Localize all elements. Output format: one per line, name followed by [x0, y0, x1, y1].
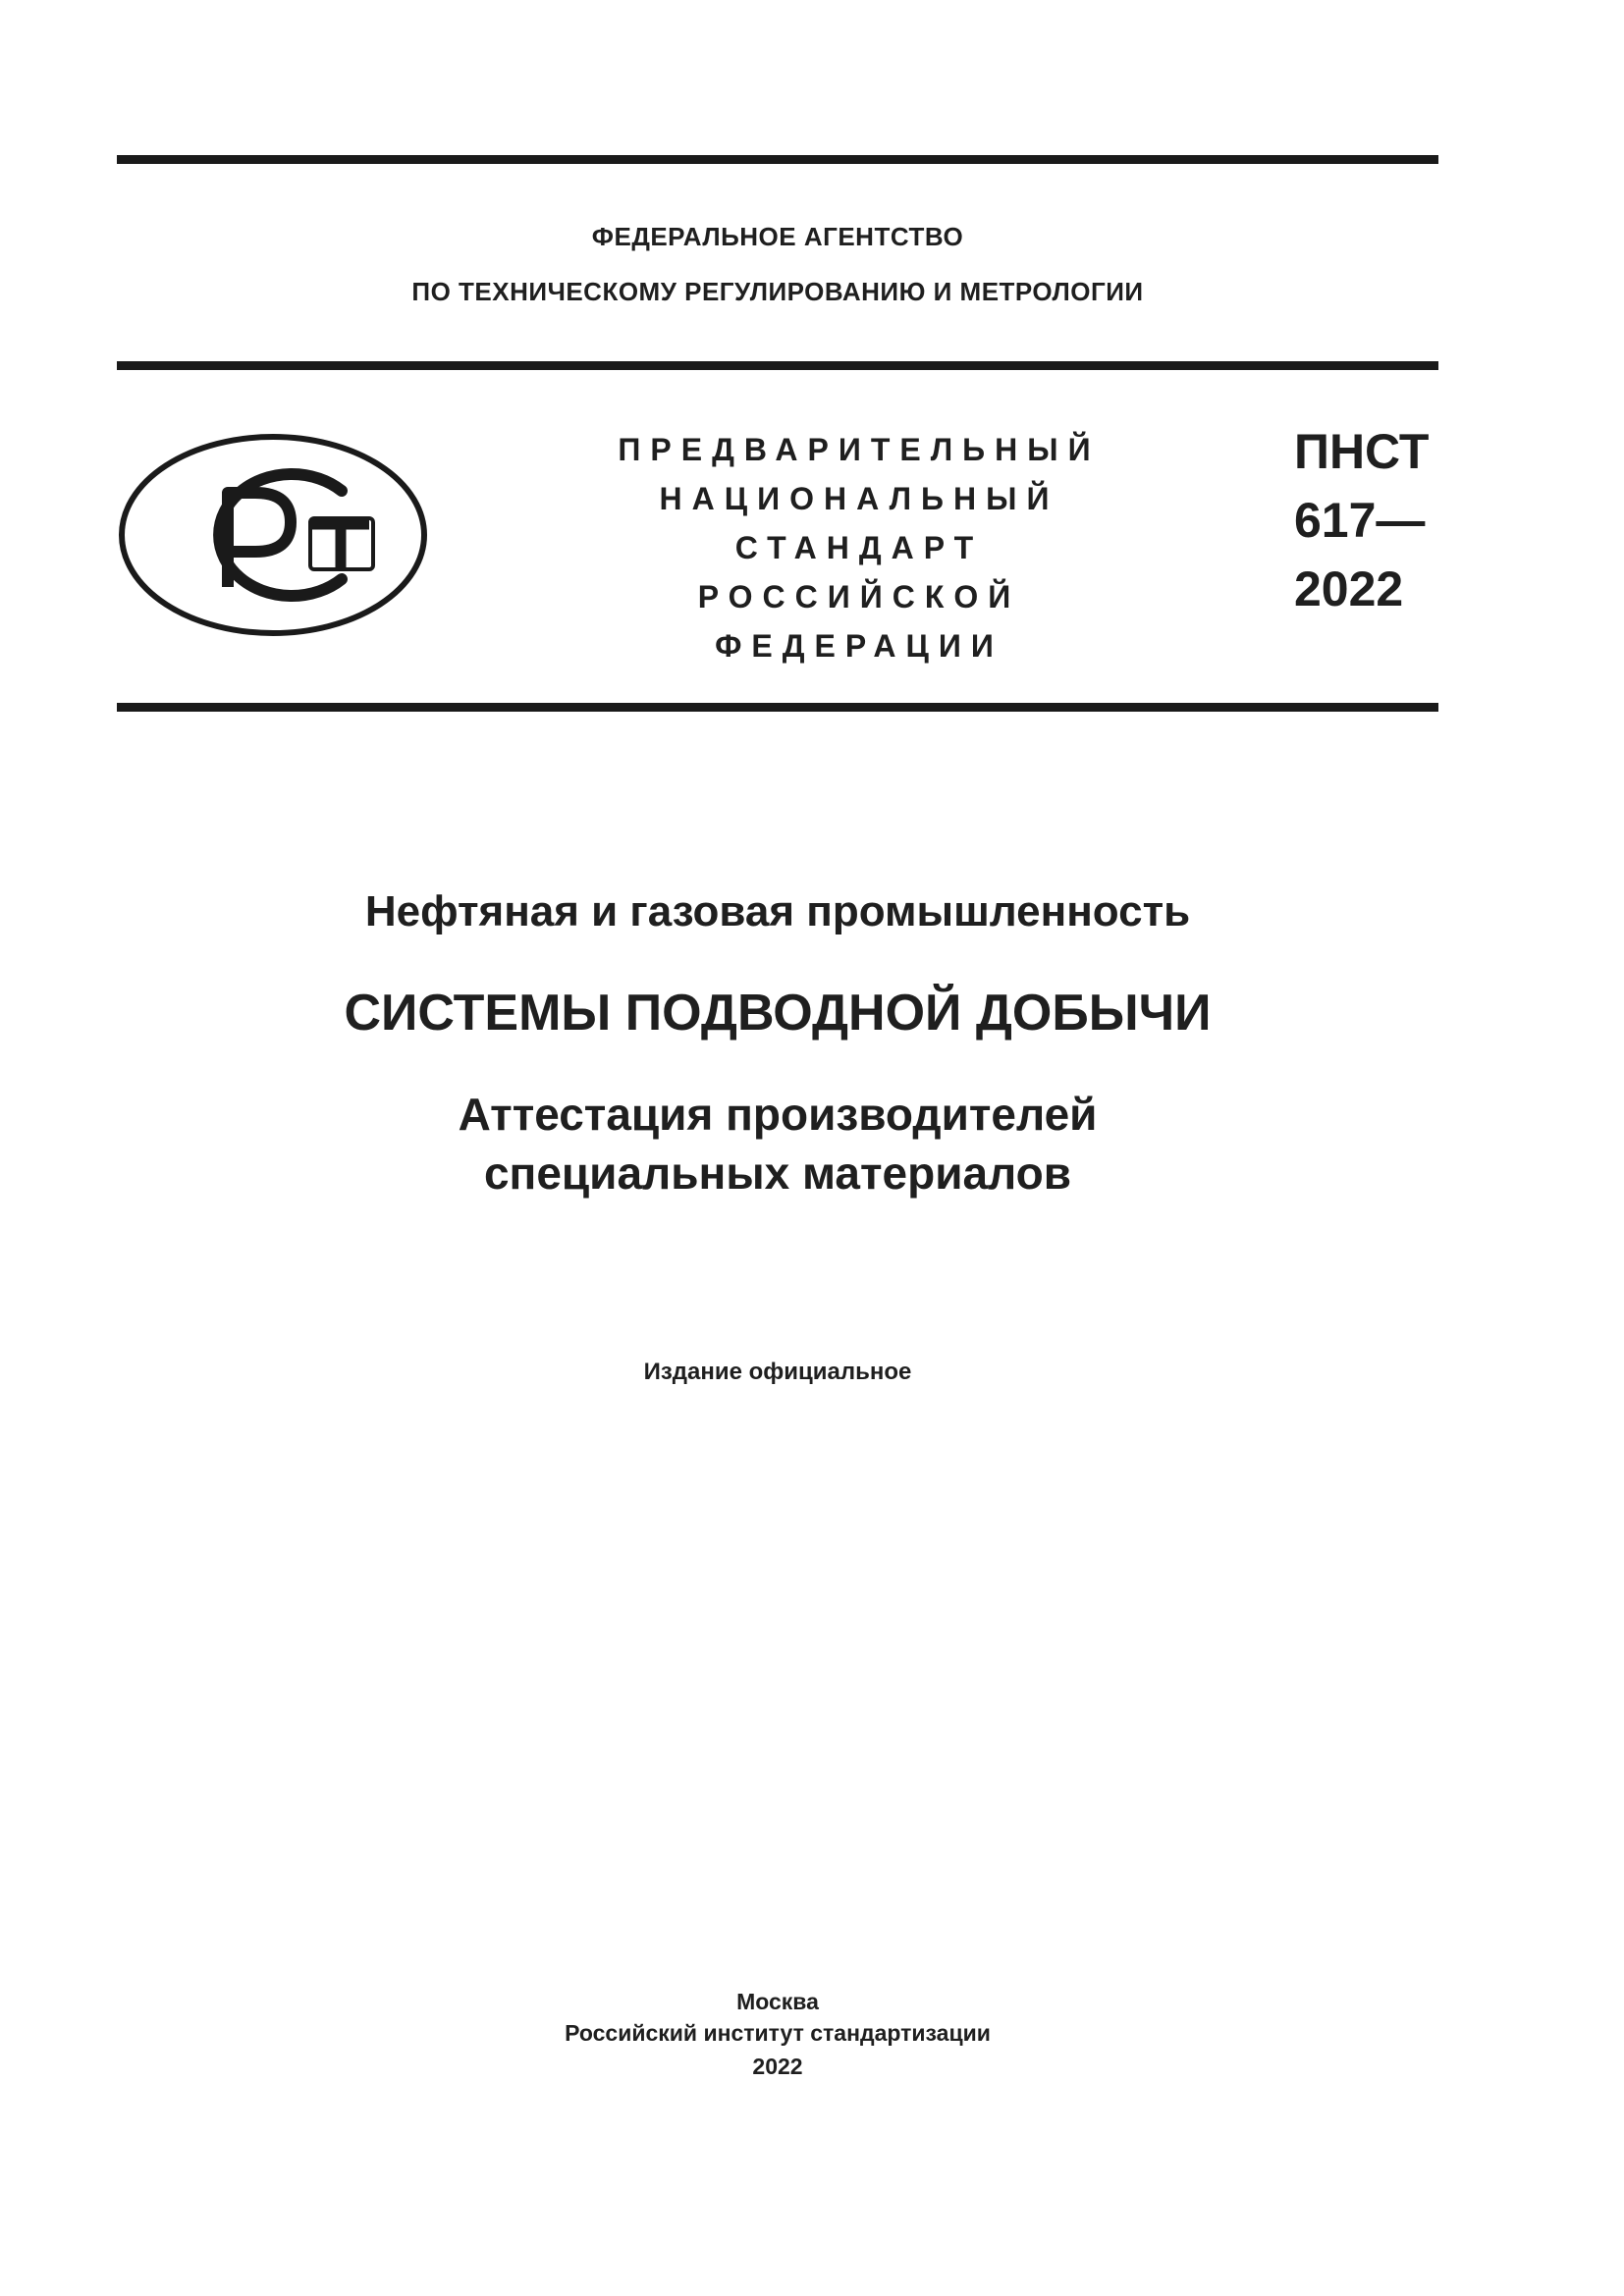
top-rule	[117, 155, 1438, 164]
subtitle-line-1: Аттестация производителей	[458, 1089, 1098, 1140]
standard-code-number: 617—	[1294, 493, 1426, 548]
footer-year: 2022	[752, 2054, 803, 2079]
standard-type-line-1: ПРЕДВАРИТЕЛЬНЫЙ	[618, 432, 1101, 467]
logo-section-rule	[117, 703, 1438, 712]
subtitle-line-2: специальных материалов	[483, 1148, 1072, 1199]
footer-city: Москва	[736, 1989, 819, 2014]
header-rule	[117, 361, 1438, 370]
edition-note: Издание официальное	[643, 1359, 912, 1385]
industry-title: Нефтяная и газовая промышленность	[364, 887, 1191, 935]
standard-type-line-5: ФЕДЕРАЦИИ	[715, 628, 1003, 664]
standard-type-line-2: НАЦИОНАЛЬНЫЙ	[659, 481, 1059, 516]
agency-line-1: ФЕДЕРАЛЬНОЕ АГЕНТСТВО	[591, 222, 964, 251]
standard-type-line-4: РОССИЙСКОЙ	[697, 579, 1021, 614]
main-title: СИСТЕМЫ ПОДВОДНОЙ ДОБЫЧИ	[344, 985, 1212, 1041]
standard-code-year: 2022	[1294, 561, 1404, 616]
footer-publisher: Российский институт стандартизации	[565, 2020, 991, 2046]
standard-type-line-3: СТАНДАРТ	[734, 530, 984, 565]
agency-line-2: ПО ТЕХНИЧЕСКОМУ РЕГУЛИРОВАНИЮ И МЕТРОЛОГИИ	[411, 277, 1144, 306]
gost-r-logo-icon	[118, 430, 432, 640]
standard-code-prefix: ПНСТ	[1294, 424, 1430, 479]
